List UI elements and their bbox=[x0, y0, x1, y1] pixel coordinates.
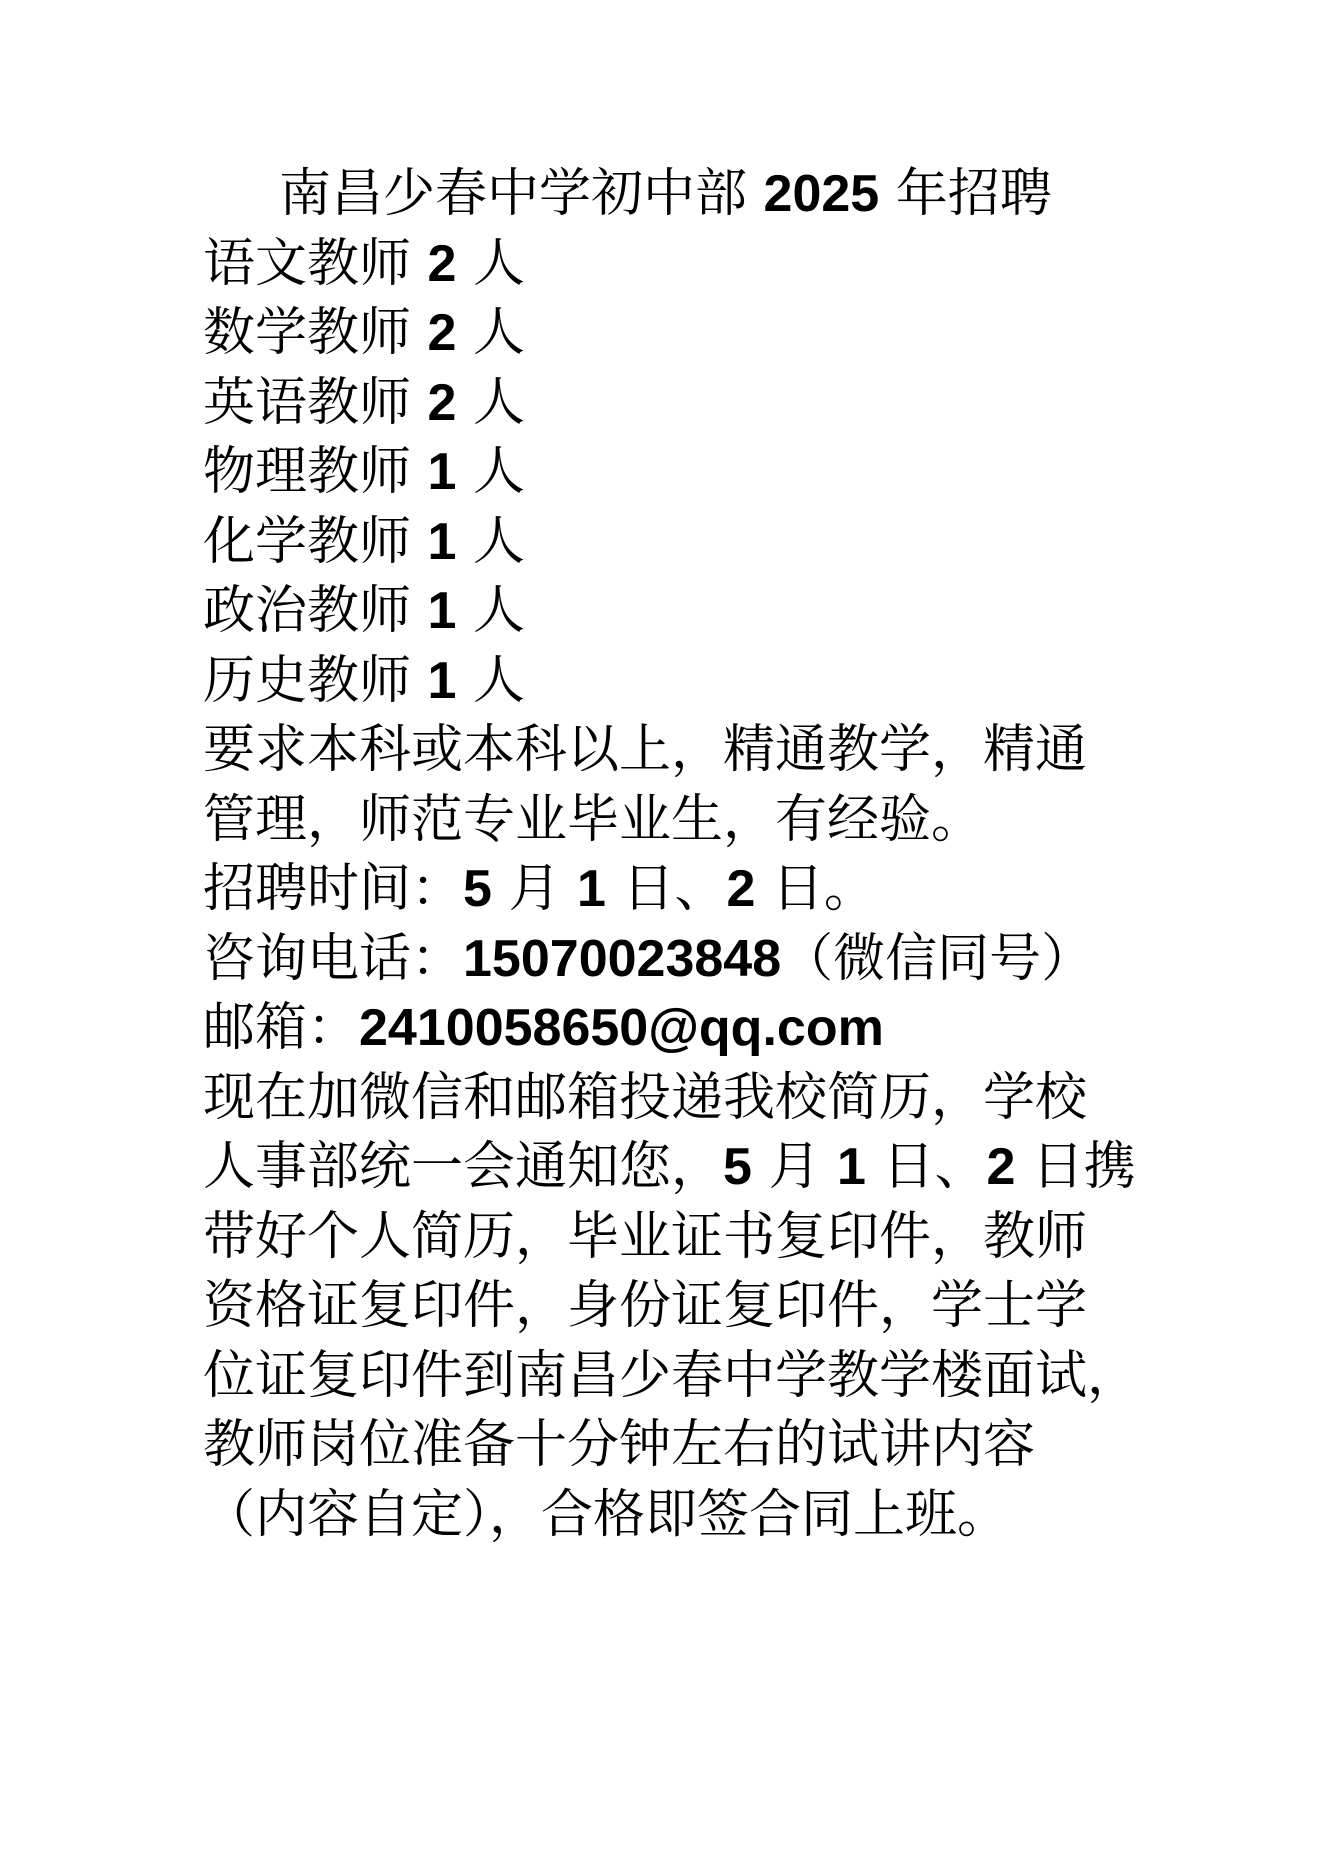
title-school-name: 南昌少春中学初中部 bbox=[279, 164, 764, 224]
instructions-text: 人事部统一会通知您， bbox=[203, 1137, 724, 1197]
instructions-line: 教师岗位准备十分钟左右的试讲内容 bbox=[203, 1415, 1036, 1475]
position-item bbox=[203, 647, 1163, 717]
email-address: 2410058650@qq.com bbox=[359, 999, 884, 1057]
position-count: 1 bbox=[427, 512, 457, 571]
position-unit: 人 bbox=[456, 581, 525, 641]
email-label: 邮箱： bbox=[203, 998, 360, 1058]
interview-day-2: 2 bbox=[986, 1138, 1016, 1196]
position-item bbox=[203, 369, 1163, 439]
phone-number: 15070023848 bbox=[463, 929, 782, 988]
instructions-line: 带好个人简历，毕业证书复印件，教师 bbox=[203, 1206, 1088, 1267]
instructions-line: 位证复印件到南昌少春中学教学楼面试， bbox=[203, 1345, 1140, 1406]
position-item bbox=[203, 230, 1163, 300]
interview-day-1: 1 bbox=[837, 1138, 866, 1196]
position-unit: 人 bbox=[456, 511, 525, 572]
recruit-day-1: 1 bbox=[577, 860, 606, 918]
requirements-paragraph bbox=[203, 716, 1163, 855]
position-subject: 物理教师 bbox=[203, 442, 428, 502]
recruit-time-text: 月 bbox=[491, 859, 577, 919]
position-subject: 政治教师 bbox=[203, 581, 428, 641]
instructions-line: 现在加微信和邮箱投递我校简历，学校 bbox=[203, 1067, 1088, 1128]
instructions-line bbox=[203, 1133, 1163, 1203]
phone-note: （微信同号） bbox=[781, 928, 1094, 989]
recruitment-notice bbox=[203, 160, 1163, 1550]
positions-list bbox=[203, 230, 1163, 717]
position-item bbox=[203, 508, 1163, 578]
requirements-line: 要求本科或本科以上，精通教学，精通 bbox=[203, 720, 1088, 780]
recruit-time bbox=[203, 855, 1163, 925]
phone-label: 咨询电话： bbox=[203, 928, 464, 989]
instructions-text: 月 bbox=[751, 1137, 837, 1197]
recruit-month: 5 bbox=[463, 860, 492, 918]
instructions-text: 日携 bbox=[1015, 1137, 1136, 1197]
title-suffix: 年招聘 bbox=[879, 164, 1052, 224]
position-subject: 化学教师 bbox=[203, 511, 428, 572]
position-count: 1 bbox=[427, 443, 457, 501]
document-title bbox=[203, 160, 1163, 230]
position-subject: 历史教师 bbox=[203, 650, 428, 711]
position-count: 1 bbox=[427, 582, 457, 640]
recruit-time-text: 日、 bbox=[605, 859, 727, 919]
position-unit: 人 bbox=[456, 442, 525, 502]
contact-email bbox=[203, 994, 1163, 1064]
title-year: 2025 bbox=[763, 165, 880, 223]
position-count: 1 bbox=[427, 651, 457, 710]
position-item bbox=[203, 577, 1163, 647]
position-item bbox=[203, 299, 1163, 369]
instructions-line: 资格证复印件，身份证复印件，学士学 bbox=[203, 1276, 1088, 1336]
position-subject: 语文教师 bbox=[203, 233, 428, 294]
position-unit: 人 bbox=[456, 372, 525, 433]
position-count: 2 bbox=[427, 304, 457, 362]
instructions-text: 日、 bbox=[865, 1137, 987, 1197]
contact-phone bbox=[203, 925, 1163, 995]
position-unit: 人 bbox=[456, 233, 525, 294]
position-subject: 英语教师 bbox=[203, 372, 428, 433]
interview-month: 5 bbox=[723, 1138, 752, 1196]
requirements-line: 管理，师范专业毕业生，有经验。 bbox=[203, 789, 984, 850]
recruit-day-2: 2 bbox=[726, 860, 756, 918]
position-unit: 人 bbox=[456, 303, 525, 363]
position-count: 2 bbox=[427, 373, 457, 432]
instructions-paragraph bbox=[203, 1064, 1163, 1551]
instructions-line: （内容自定），合格即签合同上班。 bbox=[203, 1484, 1010, 1545]
position-item bbox=[203, 438, 1163, 508]
position-subject: 数学教师 bbox=[203, 303, 428, 363]
position-unit: 人 bbox=[456, 650, 525, 711]
recruit-time-text: 日。 bbox=[755, 859, 876, 919]
position-count: 2 bbox=[427, 234, 457, 293]
recruit-time-label: 招聘时间： bbox=[203, 859, 464, 919]
